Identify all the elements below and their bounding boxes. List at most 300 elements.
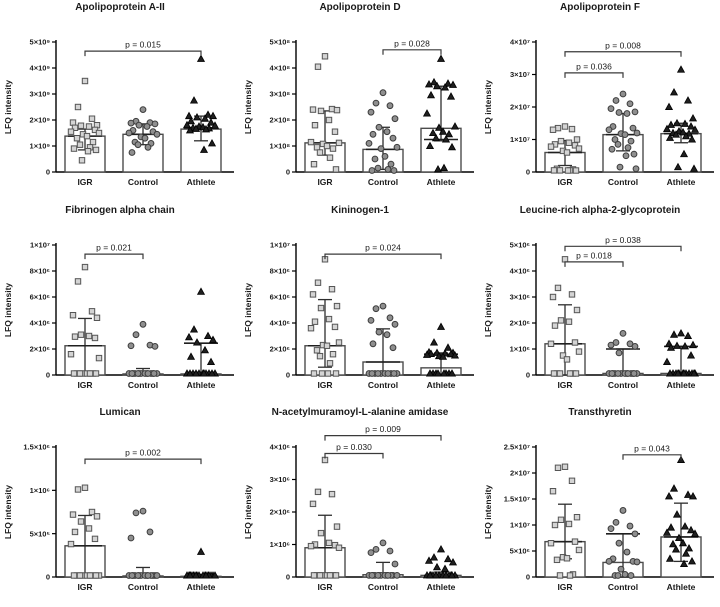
- point-square: [555, 465, 560, 470]
- y-tick-label: 2×10⁶: [269, 344, 290, 354]
- point-triangle: [668, 121, 675, 127]
- point-circle: [394, 144, 400, 150]
- point-square: [551, 168, 556, 173]
- x-category-label: IGR: [557, 380, 573, 390]
- point-circle: [627, 523, 633, 529]
- point-triangle: [445, 344, 452, 350]
- subplot-leucine-rich-alpha-2-glycoprotein: [480, 203, 720, 405]
- point-square: [324, 143, 329, 148]
- point-square: [562, 464, 567, 469]
- point-circle: [140, 508, 146, 514]
- point-circle: [631, 151, 637, 157]
- point-square: [550, 294, 555, 299]
- point-square: [548, 541, 553, 546]
- chart-canvas-leucine-rich-alpha-2-glycoprotein: [480, 219, 720, 405]
- y-tick-label: 1×10⁷: [30, 240, 50, 250]
- point-circle: [370, 341, 376, 347]
- x-category-label: Control: [127, 380, 159, 390]
- point-square: [576, 547, 581, 552]
- point-square: [334, 524, 339, 529]
- point-square: [332, 129, 337, 134]
- point-triangle: [668, 524, 675, 530]
- point-square: [93, 371, 98, 376]
- p-value-label: p = 0.015: [125, 39, 161, 50]
- point-triangle: [442, 565, 449, 571]
- point-circle: [628, 573, 634, 579]
- point-triangle: [194, 114, 201, 120]
- x-category-label: IGR: [317, 380, 333, 390]
- x-category-label: IGR: [557, 582, 573, 592]
- series-control: [123, 508, 163, 578]
- point-square: [548, 341, 553, 346]
- y-tick-label: 8×10⁶: [269, 266, 290, 276]
- y-tick-label: 4×10⁶: [509, 266, 530, 276]
- point-square: [332, 324, 337, 329]
- p-value-label: p = 0.036: [576, 61, 612, 72]
- x-category-label: IGR: [317, 582, 333, 592]
- y-tick-label: 4×10⁹: [29, 63, 50, 73]
- point-circle: [368, 550, 374, 556]
- point-square: [86, 526, 91, 531]
- y-tick-label: 3×10⁶: [269, 475, 290, 485]
- series-athlete: [421, 323, 461, 376]
- point-square: [87, 371, 92, 376]
- point-triangle: [191, 97, 198, 103]
- chart-canvas-lumican: [0, 421, 240, 607]
- p-value-label: p = 0.028: [394, 38, 430, 49]
- point-square: [94, 315, 99, 320]
- point-circle: [624, 549, 630, 555]
- point-circle: [135, 371, 141, 377]
- data-points: [68, 78, 101, 163]
- point-circle: [608, 106, 614, 112]
- y-axis-label: LFQ intensity: [243, 79, 253, 135]
- point-square: [574, 137, 579, 142]
- point-circle: [606, 127, 612, 133]
- point-square: [329, 287, 334, 292]
- point-square: [86, 124, 91, 129]
- point-triangle: [448, 93, 455, 99]
- point-circle: [618, 566, 624, 572]
- point-square: [70, 120, 75, 125]
- point-triangle: [690, 115, 697, 121]
- point-square: [329, 491, 334, 496]
- point-triangle: [678, 330, 685, 336]
- y-tick-label: 0: [45, 572, 50, 582]
- point-square: [318, 108, 323, 113]
- significance-bracket: [85, 51, 201, 56]
- point-circle: [632, 109, 638, 115]
- y-tick-label: 1×10⁷: [270, 240, 290, 250]
- p-value-label: p = 0.021: [96, 242, 132, 253]
- point-square: [566, 521, 571, 526]
- point-square: [84, 133, 89, 138]
- chart-canvas-kininogen-1: [240, 219, 480, 405]
- x-category-label: Control: [607, 380, 639, 390]
- point-square: [310, 107, 315, 112]
- point-square: [322, 54, 327, 59]
- series-igr: [305, 457, 345, 578]
- point-circle: [390, 345, 396, 351]
- point-triangle: [664, 358, 671, 364]
- point-triangle: [198, 548, 205, 554]
- chart-title: Leucine-rich alpha-2-glycoprotein: [519, 205, 681, 216]
- y-tick-label: 0: [45, 370, 50, 380]
- point-circle: [376, 329, 382, 335]
- point-square: [310, 501, 315, 506]
- series-control: [603, 331, 643, 377]
- point-square: [311, 371, 316, 376]
- point-square: [336, 340, 341, 345]
- x-category-label: Control: [127, 177, 159, 187]
- point-circle: [615, 573, 621, 579]
- point-circle: [622, 132, 628, 138]
- x-category-label: Athlete: [186, 177, 216, 187]
- point-circle: [387, 548, 393, 554]
- point-square: [314, 145, 319, 150]
- y-tick-label: 1×10⁶: [509, 344, 530, 354]
- point-square: [569, 478, 574, 483]
- y-tick-label: 4×10⁶: [269, 442, 290, 452]
- y-tick-label: 5×10⁸: [269, 37, 290, 47]
- x-category-label: IGR: [77, 582, 93, 592]
- point-square: [68, 129, 73, 134]
- point-circle: [366, 141, 372, 147]
- series-athlete: [661, 456, 701, 577]
- point-circle: [140, 321, 146, 327]
- y-tick-label: 6×10⁶: [29, 292, 50, 302]
- y-tick-label: 1×10⁶: [29, 485, 50, 495]
- point-circle: [391, 168, 397, 174]
- y-axis-label: LFQ intensity: [243, 484, 253, 540]
- point-circle: [154, 573, 160, 579]
- y-axis-label: LFQ intensity: [483, 79, 493, 135]
- significance-bracket: [623, 455, 681, 460]
- point-circle: [624, 111, 630, 117]
- point-circle: [392, 116, 398, 122]
- point-circle: [140, 107, 146, 113]
- point-square: [572, 340, 577, 345]
- point-square: [85, 149, 90, 154]
- chart-canvas-fibrinogen-alpha-chain: [0, 219, 240, 405]
- y-tick-label: 5×10⁹: [29, 37, 50, 47]
- x-category-label: Athlete: [186, 582, 216, 592]
- point-circle: [368, 318, 374, 324]
- y-tick-label: 0: [525, 167, 530, 177]
- x-category-label: IGR: [317, 177, 333, 187]
- point-circle: [620, 508, 626, 514]
- significance-bracket: [565, 262, 623, 267]
- point-circle: [634, 130, 640, 136]
- x-category-label: Athlete: [666, 582, 696, 592]
- y-tick-label: 2×10⁸: [269, 115, 290, 125]
- y-tick-label: 1×10⁸: [269, 141, 290, 151]
- point-square: [75, 487, 80, 492]
- point-circle: [368, 109, 374, 115]
- series-igr: [65, 485, 105, 578]
- point-circle: [387, 315, 393, 321]
- y-tick-label: 0: [285, 572, 290, 582]
- y-tick-label: 0: [45, 167, 50, 177]
- point-square: [317, 573, 322, 578]
- point-square: [82, 264, 87, 269]
- y-tick-label: 2×10⁶: [29, 344, 50, 354]
- point-square: [317, 150, 322, 155]
- subplot-n-acetylmuramoyl-l-alanine-amidase: [240, 405, 480, 607]
- significance-bracket: [325, 254, 441, 259]
- point-square: [326, 316, 331, 321]
- y-tick-label: 2×10⁹: [29, 115, 50, 125]
- point-square: [92, 536, 97, 541]
- point-circle: [616, 110, 622, 116]
- point-circle: [391, 371, 397, 377]
- point-circle: [151, 371, 157, 377]
- point-circle: [145, 371, 151, 377]
- point-square: [78, 519, 83, 524]
- point-circle: [147, 529, 153, 535]
- point-square: [314, 348, 319, 353]
- point-circle: [369, 572, 375, 578]
- p-value-label: p = 0.024: [365, 242, 401, 253]
- point-square: [89, 116, 94, 121]
- point-circle: [136, 122, 142, 128]
- p-value-label: p = 0.008: [605, 40, 641, 51]
- point-square: [78, 332, 83, 337]
- point-triangle: [438, 546, 445, 552]
- point-square: [89, 309, 94, 314]
- point-circle: [631, 371, 637, 377]
- point-circle: [144, 124, 150, 130]
- series-igr: [65, 78, 105, 172]
- y-tick-label: 2.5×10⁷: [503, 442, 530, 452]
- point-triangle: [666, 493, 673, 499]
- y-tick-label: 5×10⁵: [29, 529, 50, 539]
- point-circle: [154, 131, 160, 137]
- point-circle: [380, 540, 386, 546]
- x-category-label: Athlete: [666, 380, 696, 390]
- point-square: [564, 357, 569, 362]
- point-circle: [627, 101, 633, 107]
- point-circle: [375, 165, 381, 171]
- point-triangle: [438, 55, 445, 61]
- significance-bracket: [383, 50, 441, 55]
- point-circle: [390, 135, 396, 141]
- chart-title: Apolipoprotein A-II: [75, 2, 165, 13]
- point-triangle: [445, 556, 452, 562]
- series-control: [123, 321, 163, 376]
- point-square: [558, 318, 563, 323]
- point-square: [327, 573, 332, 578]
- point-square: [333, 573, 338, 578]
- significance-bracket: [85, 254, 143, 259]
- point-square: [548, 144, 553, 149]
- y-tick-label: 2×10⁷: [510, 102, 530, 112]
- subplot-apolipoprotein-f: [480, 0, 720, 203]
- y-tick-label: 4×10⁶: [29, 318, 50, 328]
- point-square: [574, 307, 579, 312]
- point-square: [308, 326, 313, 331]
- point-triangle: [198, 55, 205, 61]
- point-circle: [145, 144, 151, 150]
- series-igr: [305, 257, 345, 377]
- p-value-label: p = 0.038: [605, 234, 641, 245]
- axes: [3, 443, 234, 582]
- point-circle: [145, 573, 151, 579]
- point-square: [82, 485, 87, 490]
- point-triangle: [208, 358, 215, 364]
- y-tick-label: 2×10⁶: [269, 507, 290, 517]
- point-circle: [617, 164, 623, 170]
- point-circle: [375, 371, 381, 377]
- point-square: [312, 319, 317, 324]
- point-square: [565, 168, 570, 173]
- point-square: [573, 168, 578, 173]
- p-value-label: p = 0.018: [576, 250, 612, 261]
- point-triangle: [438, 323, 445, 329]
- point-circle: [384, 129, 390, 135]
- point-circle: [373, 306, 379, 312]
- point-circle: [608, 342, 614, 348]
- y-axis-label: LFQ intensity: [3, 484, 13, 540]
- point-circle: [623, 153, 629, 159]
- point-triangle: [678, 66, 685, 72]
- point-triangle: [191, 326, 198, 332]
- point-circle: [620, 331, 626, 337]
- point-circle: [616, 540, 622, 546]
- point-circle: [625, 145, 631, 151]
- y-tick-label: 1×10⁷: [510, 135, 530, 145]
- point-square: [72, 334, 77, 339]
- point-circle: [615, 141, 621, 147]
- point-triangle: [671, 485, 678, 491]
- point-circle: [126, 130, 132, 136]
- chart-title: Fibrinogen alpha chain: [65, 205, 175, 216]
- point-square: [564, 150, 569, 155]
- point-square: [311, 162, 316, 167]
- point-square: [550, 127, 555, 132]
- point-square: [71, 146, 76, 151]
- point-circle: [385, 167, 391, 173]
- chart-title: Kininogen-1: [331, 205, 389, 216]
- point-square: [72, 529, 77, 534]
- y-tick-label: 0: [285, 370, 290, 380]
- point-square: [573, 371, 578, 376]
- point-square: [315, 64, 320, 69]
- series-control: [123, 107, 163, 172]
- significance-bracket: [325, 454, 383, 459]
- y-tick-label: 3×10⁷: [510, 70, 530, 80]
- point-square: [92, 335, 97, 340]
- point-triangle: [205, 332, 212, 338]
- point-triangle: [674, 511, 681, 517]
- point-triangle: [666, 103, 673, 109]
- point-square: [333, 371, 338, 376]
- y-tick-label: 5×10⁶: [509, 546, 530, 556]
- point-square: [326, 540, 331, 545]
- x-category-label: IGR: [77, 177, 93, 187]
- p-value-label: p = 0.002: [125, 447, 161, 458]
- point-circle: [128, 343, 134, 349]
- point-triangle: [428, 92, 435, 98]
- point-square: [82, 78, 87, 83]
- point-square: [330, 146, 335, 151]
- point-circle: [378, 146, 384, 152]
- point-square: [325, 371, 330, 376]
- point-square: [308, 543, 313, 548]
- point-triangle: [198, 288, 205, 294]
- series-athlete: [661, 66, 701, 172]
- point-square: [562, 257, 567, 262]
- chart-title: Transthyretin: [568, 407, 632, 418]
- y-tick-label: 8×10⁶: [29, 266, 50, 276]
- series-control: [363, 540, 403, 578]
- point-square: [558, 138, 563, 143]
- point-circle: [625, 371, 631, 377]
- x-category-label: Athlete: [666, 177, 696, 187]
- subplot-transthyretin: [480, 405, 720, 607]
- subplot-kininogen-1: [240, 203, 480, 405]
- p-value-label: p = 0.030: [336, 442, 372, 452]
- point-circle: [384, 332, 390, 338]
- p-value-label: p = 0.009: [365, 424, 401, 435]
- point-triangle: [674, 342, 681, 348]
- y-tick-label: 1×10⁶: [269, 540, 290, 550]
- point-square: [550, 489, 555, 494]
- point-square: [327, 155, 332, 160]
- series-igr: [545, 257, 585, 377]
- subplot-fibrinogen-alpha-chain: [0, 203, 240, 405]
- point-triangle: [188, 353, 195, 359]
- point-square: [93, 573, 98, 578]
- point-square: [318, 305, 323, 310]
- point-square: [572, 539, 577, 544]
- series-control: [603, 508, 643, 579]
- point-square: [555, 285, 560, 290]
- point-square: [74, 136, 79, 141]
- series-athlete: [421, 55, 461, 172]
- axes: [3, 241, 234, 380]
- point-square: [68, 352, 73, 357]
- axes: [243, 443, 474, 582]
- point-square: [71, 371, 76, 376]
- x-category-label: Athlete: [426, 380, 456, 390]
- point-circle: [392, 561, 398, 567]
- point-circle: [622, 572, 628, 578]
- x-category-label: Athlete: [426, 177, 456, 187]
- chart-title: Apolipoprotein F: [560, 2, 640, 13]
- chart-canvas-transthyretin: [480, 421, 720, 607]
- point-circle: [133, 510, 139, 516]
- y-tick-label: 2×10⁶: [509, 318, 530, 328]
- point-circle: [615, 371, 621, 377]
- point-square: [330, 352, 335, 357]
- point-square: [319, 371, 324, 376]
- point-circle: [369, 371, 375, 377]
- point-circle: [633, 166, 639, 172]
- x-category-label: Control: [367, 177, 399, 187]
- significance-bracket: [565, 73, 623, 78]
- point-circle: [380, 303, 386, 309]
- point-circle: [385, 371, 391, 377]
- point-circle: [128, 535, 134, 541]
- point-square: [554, 557, 559, 562]
- point-square: [77, 142, 82, 147]
- p-value-label: p = 0.043: [634, 443, 670, 454]
- series-athlete: [421, 546, 461, 578]
- point-triangle: [434, 564, 441, 570]
- series-igr: [545, 124, 585, 173]
- point-square: [557, 168, 562, 173]
